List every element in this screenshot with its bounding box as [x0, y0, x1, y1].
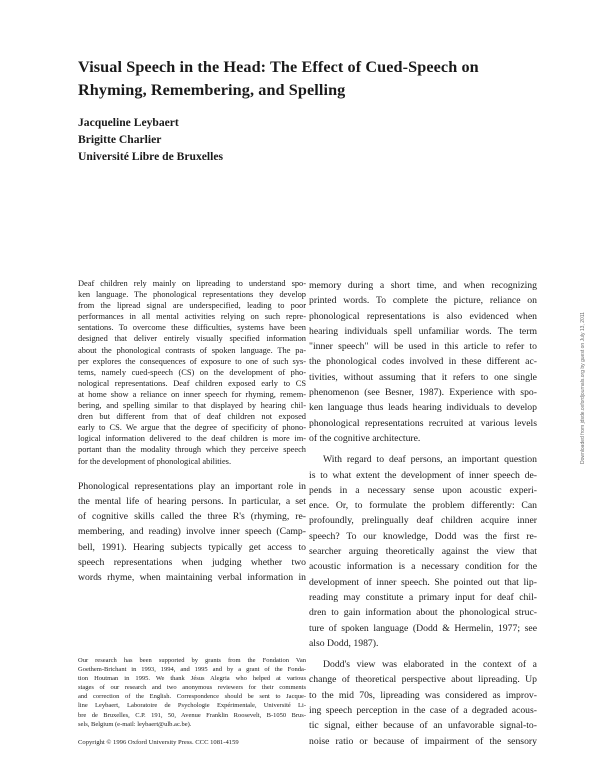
- author-name: Jacqueline Leybaert: [78, 116, 179, 129]
- abstract-line: dren but different from that of deaf children not exposed: [78, 412, 306, 422]
- paragraph-3: [309, 657, 537, 749]
- abstract: [78, 278, 306, 467]
- body-line: speech representations when judging whether two: [78, 557, 306, 569]
- body-line: words rhyme, when maintaining verbal information in: [78, 572, 306, 584]
- abstract-line: designed that deliver entirely visually specified information: [78, 334, 306, 344]
- body-line: is to what extent the development of inner speech de-: [309, 469, 537, 481]
- body-line: development of inner speech. She pointed out that lip-: [309, 576, 537, 588]
- body-line: reading may constitute a primary input for deaf chil-: [309, 591, 537, 603]
- left-column: [78, 278, 306, 586]
- footnote-line: stages of our research and two anonymous reviewers for their comments: [78, 684, 306, 692]
- paragraph-1: [309, 278, 537, 446]
- body-line: acoustic information is a necessary condition for the: [309, 561, 537, 573]
- body-line: printed words. To complete the picture, reliance on: [309, 295, 537, 307]
- body-line: tivities, without assuming that it refers to one single: [309, 371, 537, 383]
- body-line: to the mid 70s, lipreading was considered as improv-: [309, 689, 537, 701]
- abstract-line: from the lipread signal are underspecified, leading to poor: [78, 301, 306, 311]
- abstract-line: performances in all mental activities relying on such repre-: [78, 312, 306, 322]
- body-line: "inner speech" will be used in this article to refer to: [309, 341, 537, 353]
- abstract-line: about the phonological contrasts of spoken language. The pa-: [78, 345, 306, 355]
- abstract-line: tems, namely cued-speech (CS) on the development of pho-: [78, 367, 306, 377]
- footnote: [78, 656, 306, 729]
- download-watermark: [577, 314, 589, 464]
- footnote-line: Goethem-Brichant in 1993, 1994, and 1995 and by a grant of the Fonda-: [78, 666, 306, 674]
- body-line: searcher arguing theoretically against the view that: [309, 546, 537, 558]
- body-line: the phonological codes involved in these different ac-: [309, 356, 537, 368]
- body-line: Dodd's view was elaborated in the context of a: [323, 659, 537, 671]
- body-line: memory during a short time, and when recognizing: [309, 280, 537, 291]
- author-block: [78, 114, 223, 165]
- article-title: Visual Speech in the Head: The Effect of Cued-Speech on Rhyming, Remembering, and Spelling: [78, 58, 479, 99]
- body-line: dren to gain information about the phonological struc-: [309, 607, 537, 619]
- body-line: ing speech perception in the case of a degraded acous-: [309, 705, 537, 717]
- intro-paragraph: [78, 479, 306, 586]
- footnote-line: line Leybaert, Laboratoire de Psychologie Expérimentale, Université Li-: [78, 702, 306, 710]
- footnote-line: bre de Bruxelles, C.P. 191, 50, Avenue Franklin Roosevelt, B-1050 Brus-: [78, 711, 306, 719]
- footnote-line: tion Houtman in 1995. We thank Jésus Alegria who helped at various: [78, 675, 306, 683]
- body-line: tic signal, either because of an unfavorable signal-to-: [309, 720, 537, 732]
- abstract-line: per explores the consequences of exposure to one of such sys-: [78, 356, 306, 366]
- paragraph-gap: [78, 467, 306, 479]
- body-line: pends in a necessary sense upon acoustic experi-: [309, 484, 537, 496]
- abstract-line: ken language. The phonological representations they develop: [78, 290, 306, 300]
- body-line: hearing individuals spell unfamiliar words. The term: [309, 325, 537, 337]
- abstract-line: Deaf children rely mainly on lipreading to understand spo-: [78, 279, 306, 288]
- body-line: change of theoretical perspective about lipreading. Up: [309, 674, 537, 686]
- body-line: ture of spoken language (Dodd & Hermelin, 1977; see: [309, 622, 537, 634]
- body-line: With regard to deaf persons, an important question: [323, 454, 537, 466]
- abstract-line: nological representations. Deaf children exposed early to CS: [78, 378, 306, 388]
- abstract-line: bering, and spelling similar to that displayed by hearing chil-: [78, 401, 306, 411]
- body-line: of cognitive skills called the three R's (rhyming, re-: [78, 511, 306, 523]
- footnote-line: and correction of the English. Correspondence should be sent to Jacque-: [78, 693, 306, 701]
- abstract-line: at home show a reliance on inner speech for rhyming, remem-: [78, 389, 306, 399]
- body-line: bell, 1991). Hearing subjects typically get access to: [78, 541, 306, 553]
- body-line: profoundly, prelingually deaf children acquire inner: [309, 515, 537, 527]
- body-line: membering, and reading) involve inner speech (Camp-: [78, 526, 306, 538]
- body-line: speech? To our knowledge, Dodd was the first re-: [309, 530, 537, 542]
- body-line: ken language thus leads hearing individuals to develop: [309, 402, 537, 414]
- right-column: [309, 278, 537, 749]
- download-watermark-text: Downloaded from jdsde.oxfordjournals.org by guest on July 13, 2011: [580, 312, 586, 464]
- body-line: Phonological representations play an important role in: [78, 480, 306, 492]
- body-line: of the cognitive architecture.: [309, 432, 421, 444]
- footnote-line: sels, Belgium (e-mail: leybaert@ulb.ac.be).: [78, 720, 192, 728]
- abstract-line: portant than the modality through which they perceive speech: [78, 445, 306, 455]
- body-line: also Dodd, 1987).: [309, 637, 379, 649]
- body-line: noise ratio or because of impairment of the sensory: [309, 735, 537, 747]
- abstract-line: sentations. To overcome these difficulties, systems have been: [78, 323, 306, 333]
- body-line: the mental life of hearing persons. In particular, a set: [78, 495, 306, 507]
- abstract-line: for the development of phonological abilities.: [78, 456, 232, 466]
- copyright-notice: Copyright © 1996 Oxford University Press. CCC 1081-4159: [78, 739, 239, 746]
- author-name: Brigitte Charlier: [78, 133, 162, 146]
- abstract-line: logical information delivered to the deaf children is more im-: [78, 434, 306, 444]
- abstract-line: early to CS. We argue that the degree of specificity of phono-: [78, 423, 306, 433]
- body-line: phonological representations recruited at various levels: [309, 417, 537, 429]
- paragraph-2: [309, 452, 537, 651]
- footnote-line: Our research has been supported by grants from the Fondation Van: [78, 657, 306, 664]
- body-line: phenomenon (see Besner, 1987). Experience with spo-: [309, 387, 537, 399]
- body-line: phonological representations is also evidenced when: [309, 310, 537, 322]
- body-line: ence. Or, to formulate the problem differently: Can: [309, 500, 537, 512]
- author-affiliation: Université Libre de Bruxelles: [78, 150, 224, 163]
